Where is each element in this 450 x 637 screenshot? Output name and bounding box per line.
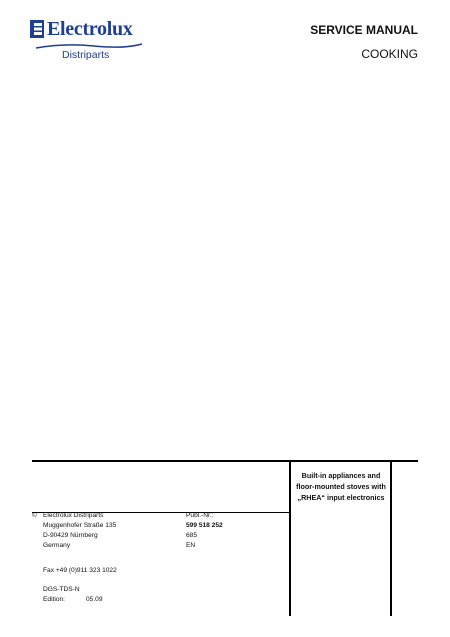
rule-right [390, 460, 392, 616]
publication-language: EN [186, 542, 196, 549]
edition-label: Edition: [43, 596, 65, 603]
country: Germany [43, 542, 71, 549]
city: D-90429 Nürnberg [43, 532, 98, 539]
publication-code: 685 [186, 532, 198, 539]
electrolux-logo [30, 18, 150, 66]
copyright-symbol: © [32, 512, 37, 519]
department: DGS-TDS-N [43, 586, 80, 593]
company-name: Electrolux Distriparts [43, 512, 104, 519]
publication-label: Publ.-Nr.: [186, 512, 214, 519]
brand-name: Electrolux [47, 18, 133, 40]
street: Muggenhofer Straße 135 [43, 522, 117, 529]
edition-value: 05.09 [86, 596, 103, 603]
page-subtitle: COOKING [361, 47, 418, 61]
brand-sub: Distriparts [62, 49, 110, 61]
manual-description: Built-in appliances and floor-mounted stoves with „RHEA“ input electronics [296, 471, 386, 502]
publication-number: 599 518 252 [186, 522, 223, 529]
fax: Fax +49 (0)911 323 1022 [43, 567, 117, 574]
rule-top [32, 460, 418, 462]
page-title: SERVICE MANUAL [310, 23, 418, 37]
electrolux-emblem-icon [30, 20, 44, 38]
rule-left [289, 460, 291, 616]
